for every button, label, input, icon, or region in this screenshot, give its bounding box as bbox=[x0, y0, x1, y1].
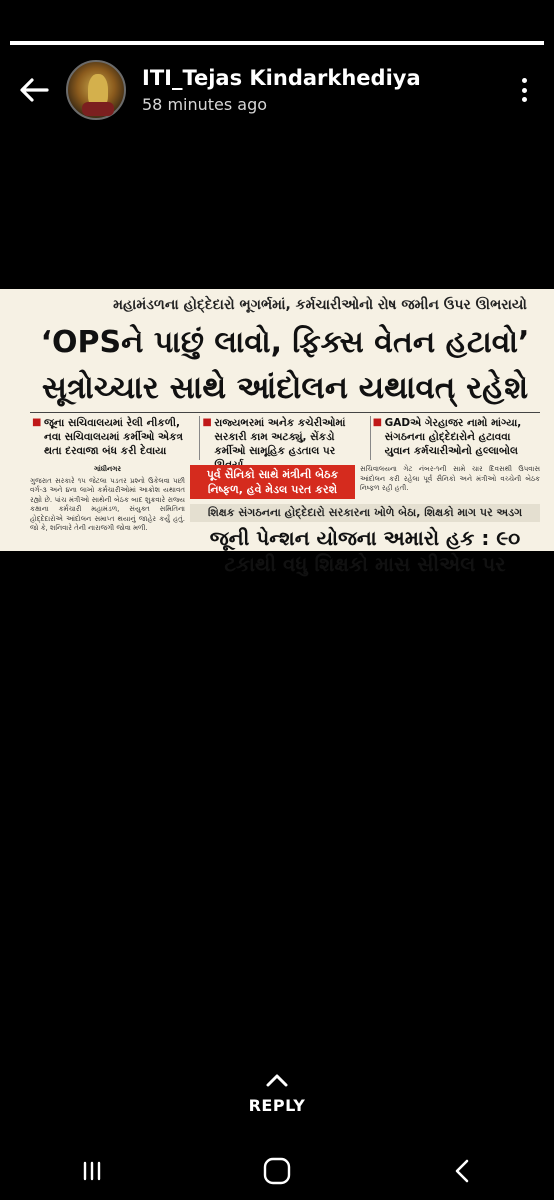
headline-top: મહામંડળના હોદ્દેદારો ભૂગર્ભમાં, કર્મચારીઓનો રોષ જમીન ઉપર ઊભરાયો bbox=[113, 297, 527, 313]
secondary-headline-line-2: ટકાથી વધુ શિક્ષકો માસ સીએલ પર bbox=[224, 552, 506, 576]
dateline: ગાંધીનગર bbox=[94, 465, 121, 473]
recents-button[interactable] bbox=[62, 1151, 122, 1191]
story-header bbox=[0, 52, 554, 124]
more-options-button[interactable] bbox=[514, 74, 534, 106]
chevron-up-icon bbox=[265, 1072, 289, 1088]
story-progress-bar bbox=[10, 41, 544, 45]
secondary-headline-line-1: જૂની પેન્શન યોજના અમારો હક : ૯૦ bbox=[209, 526, 521, 550]
reply-label: REPLY bbox=[248, 1096, 306, 1115]
home-icon bbox=[262, 1156, 292, 1186]
author-name[interactable]: ITI_Tejas Kindarkhediya bbox=[142, 66, 421, 90]
reply-button[interactable] bbox=[0, 1072, 554, 1122]
headline-main: ‘OPSને પાછું લાવો, ફિક્સ વેતન હટાવો’ bbox=[40, 325, 530, 360]
subheadline-strip: શિક્ષક સંગઠનના હોદ્દેદારો સરકારના ખોળે બેઠા, શિક્ષકો માગ પર અડગ bbox=[190, 504, 540, 522]
article-left-column bbox=[30, 465, 185, 551]
back-arrow-icon bbox=[19, 77, 49, 103]
navigation-bar bbox=[0, 1142, 554, 1200]
back-icon bbox=[451, 1158, 473, 1184]
red-headline-box: પૂર્વ સૈનિકો સાથે મંત્રીની બેઠક નિષ્ફળ, હવે મેડલ પરત કરશે bbox=[190, 465, 355, 499]
divider bbox=[30, 412, 540, 413]
home-button[interactable] bbox=[247, 1151, 307, 1191]
story-progress-fill bbox=[10, 41, 544, 45]
article-right-body: સચિવાલયના ગેટ નંબર-૧ની સામે ચાર દિવસથી ઉપવાસ આંદોલન કરી રહેલા પૂર્વ સૈનિકો અને મંત્રીઓ વચ્ચેની બેઠક નિષ્ફળ રહી હતી. bbox=[360, 465, 540, 492]
back-button[interactable] bbox=[14, 70, 54, 110]
system-back-button[interactable] bbox=[432, 1151, 492, 1191]
timestamp: 58 minutes ago bbox=[142, 95, 268, 114]
bullet-item: ■ જૂના સચિવાલયમાં રેલી નીકળી, નવા સચિવાલયમાં કર્મીઓ એકત્ર થતા દરવાજા બંધ કરી દેવાયા bbox=[30, 416, 200, 460]
article-body: ગુજરાત સરકારે ૧૫ જેટલા પડતર પ્રશ્નો ઉકેલવા પછી વર્ગ-૩ અને ૪ના લાખો કર્મચારીઓમાં આક્રોશ યથાવત રહ્યો છે. પાંચ મંત્રીઓ સાથેની બેઠક બાદ શુક્રવારે રાજ્ય કક્ષાના કર્મચારી મહામંડળ, સંયુક્ત સમિતિના હોદ્દેદારોએ આંદોલન સમાપ્ત થયાનું જાહેર કર્યું હતું. જો કે, શનિવારે તેની નારાજગી જોવા મળી. bbox=[30, 476, 185, 532]
recents-icon bbox=[79, 1158, 105, 1184]
headline-sub: સૂત્રોચ્ચાર સાથે આંદોલન યથાવત્ રહેશે bbox=[41, 370, 529, 406]
avatar[interactable] bbox=[66, 60, 126, 120]
avatar-base bbox=[82, 102, 114, 116]
bullet-row bbox=[30, 416, 540, 460]
story-image bbox=[0, 289, 554, 576]
bullet-item: ■ રાજ્યભરમાં અનેક કચેરીઓમાં સરકારી કામ અટક્યું, સેંકડો કર્મીઓ સામૂહિક હડતાલ પર bbox=[200, 416, 370, 460]
bullet-item: ■ GADએ ગેરહાજર નામો માંગ્યા, સંગઠનના હોદ્દેદારોને હટાવવા યુવાન કર્મચારીઓનો હલ્લાબોલ bbox=[371, 416, 540, 460]
more-vert-icon bbox=[522, 78, 527, 83]
